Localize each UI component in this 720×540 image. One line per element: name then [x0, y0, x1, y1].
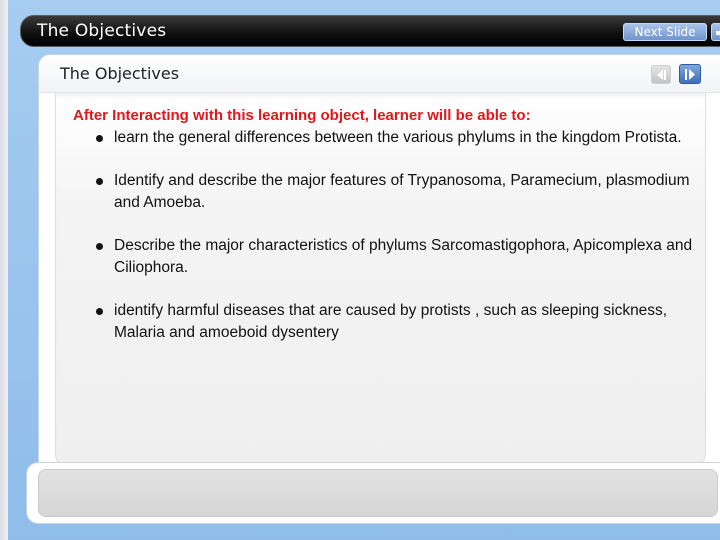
list-item: [96, 127, 696, 149]
objectives-panel: [55, 93, 706, 465]
audio-button[interactable]: [711, 23, 720, 41]
card-header: [39, 55, 720, 93]
previous-button[interactable]: [651, 65, 671, 84]
title-bar: [20, 15, 720, 47]
card-title: The Objectives: [60, 64, 180, 83]
bullet-icon: [96, 308, 103, 315]
next-button[interactable]: [679, 64, 701, 84]
notes-area: [38, 469, 718, 517]
left-edge-strip: [0, 0, 8, 540]
next-arrow-icon: [683, 68, 697, 81]
speaker-icon: [715, 27, 720, 39]
notes-panel: [26, 462, 720, 524]
list-item: [96, 300, 696, 344]
next-slide-button[interactable]: Next Slide: [623, 23, 707, 41]
bullet-icon: [96, 178, 103, 185]
objective-list: [96, 127, 696, 365]
bullet-icon: [96, 135, 103, 142]
objective-text: identify harmful diseases that are caused by protists , such as sleeping sickness, Malaria and amoeboid dysentery: [114, 302, 668, 341]
list-item: [96, 170, 696, 214]
window-title: The Objectives: [37, 21, 167, 41]
bullet-icon: [96, 243, 103, 250]
objective-text: learn the general differences between the various phylums in the kingdom Protista.: [114, 129, 682, 146]
list-item: [96, 235, 696, 279]
objectives-intro: After Interacting with this learning object, learner will be able to:: [73, 107, 531, 124]
objective-text: Identify and describe the major features of Trypanosoma, Paramecium, plasmodium and Amoeba.: [114, 172, 690, 211]
previous-arrow-icon: [655, 69, 667, 81]
slide-stage: [8, 0, 720, 540]
content-card: [38, 54, 720, 474]
objective-text: Describe the major characteristics of phylums Sarcomastigophora, Apicomplexa and Ciliophora.: [114, 237, 693, 276]
